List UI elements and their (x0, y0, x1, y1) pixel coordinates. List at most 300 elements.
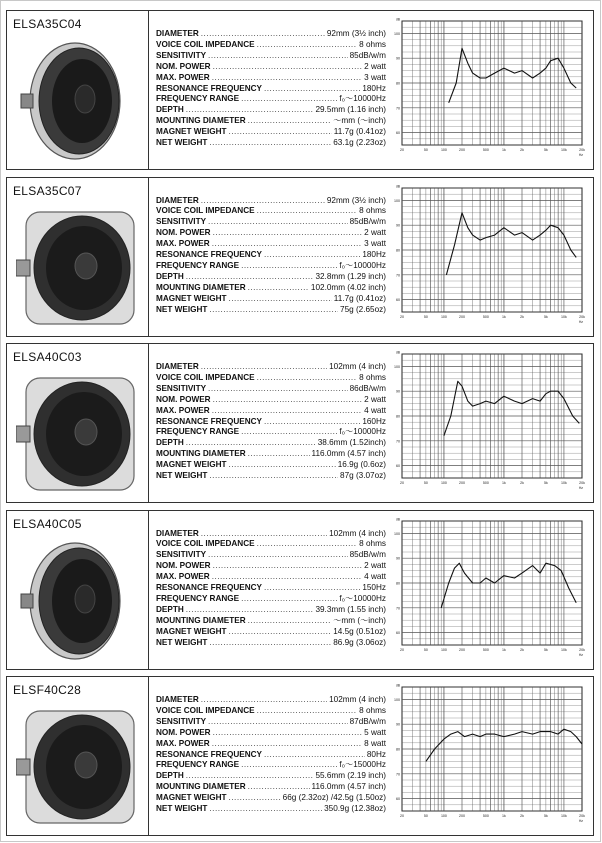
y-tick-label: 60 (396, 131, 400, 136)
dot-leader (241, 427, 337, 438)
spec-value: 8 ohms (359, 39, 386, 49)
spec-row-net-weight (156, 804, 386, 815)
spec-row-diameter (156, 29, 386, 40)
spec-row-sensitivity (156, 217, 386, 228)
spec-value: 8 ohms (359, 539, 386, 549)
spec-label: FREQUENCY RANGE (156, 260, 240, 270)
spec-row-diameter (156, 196, 386, 207)
x-tick-label: 10k (561, 814, 567, 818)
spec-label: SENSITIVITY (156, 50, 207, 60)
spec-label: NOM. POWER (156, 394, 211, 404)
y-tick-label: 60 (396, 464, 400, 469)
spec-row-freq-range (156, 261, 386, 272)
y-tick-label: 80 (396, 414, 400, 419)
spec-list (156, 529, 386, 649)
dot-leader (209, 471, 338, 482)
y-tick-label: 90 (396, 389, 400, 394)
dot-leader (186, 272, 314, 283)
x-unit-label: Hz (578, 819, 583, 823)
spec-value: ～mm (～inch) (333, 615, 386, 625)
spec-label: NOM. POWER (156, 727, 211, 737)
dot-leader (212, 572, 362, 583)
y-tick-label: 70 (396, 605, 400, 610)
x-tick-label: 50 (423, 647, 428, 652)
spec-row-mounting (156, 283, 386, 294)
spec-value: 180Hz (362, 83, 386, 93)
x-tick-label: 50 (423, 481, 428, 485)
x-tick-label: 50 (423, 314, 428, 319)
spec-list (156, 196, 386, 316)
spec-value: 75g (2.65oz) (340, 304, 386, 314)
dot-leader (229, 460, 336, 471)
y-unit-label: dB (395, 350, 400, 355)
dot-leader (201, 529, 327, 540)
x-tick-label: 200 (459, 814, 465, 818)
spec-label: MAX. POWER (156, 738, 210, 748)
dot-leader (257, 539, 358, 550)
x-tick-label: 500 (482, 647, 489, 652)
model-number: ELSA40C03 (13, 350, 82, 364)
dot-leader (208, 217, 348, 228)
spec-value: f₀～10000Hz (339, 593, 386, 603)
spec-label: NOM. POWER (156, 228, 211, 238)
x-unit-label: Hz (578, 153, 583, 157)
y-tick-label: 90 (396, 223, 400, 228)
dot-leader (257, 373, 358, 384)
x-tick-label: 500 (482, 481, 489, 485)
dot-leader (212, 239, 362, 250)
spec-row-mounting (156, 782, 386, 793)
x-tick-label: 2k (520, 481, 524, 485)
dot-leader (213, 561, 363, 572)
product-card (6, 177, 594, 337)
dot-leader (213, 228, 363, 239)
spec-value: f₀～10000Hz (339, 260, 386, 270)
spec-value: 8 ohms (359, 372, 386, 382)
spec-value: 102mm (4 inch) (329, 528, 386, 538)
y-tick-label: 80 (396, 747, 400, 752)
spec-label: NOM. POWER (156, 61, 211, 71)
x-tick-label: 200 (459, 314, 465, 319)
square-frame-speaker-driver (16, 372, 140, 496)
y-tick-label: 80 (396, 248, 400, 252)
x-tick-label: 100 (440, 314, 447, 319)
dot-leader (186, 438, 316, 449)
spec-value: 11.7g (0.41oz) (333, 293, 386, 303)
spec-row-magnet (156, 460, 386, 471)
x-tick-label: 100 (440, 814, 447, 818)
dot-leader (201, 196, 325, 207)
spec-value: f₀～10000Hz (339, 427, 386, 437)
spec-value: 39.3mm (1.55 inch) (315, 604, 386, 614)
spec-label: NET WEIGHT (156, 471, 208, 481)
x-tick-label: 20k (579, 814, 585, 818)
spec-row-max-power (156, 73, 386, 84)
spec-label: MAX. POWER (156, 239, 210, 249)
spec-value: 2 watt (364, 561, 386, 571)
spec-row-freq-range (156, 760, 386, 771)
speaker-photo (9, 368, 147, 500)
spec-value: 32.8mm (1.29 inch) (315, 271, 386, 281)
spec-value: 63.1g (2.23oz) (333, 138, 386, 148)
dot-leader (264, 750, 365, 761)
spec-row-depth (156, 771, 386, 782)
spec-label: FREQUENCY RANGE (156, 593, 240, 603)
x-tick-label: 100 (440, 647, 447, 652)
x-tick-label: 1k (502, 647, 506, 652)
x-tick-label: 1k (502, 314, 506, 319)
spec-label: RESONANCE FREQUENCY (156, 250, 262, 260)
spec-row-net-weight (156, 138, 386, 149)
spec-value: 102.0mm (4.02 inch) (310, 282, 386, 292)
spec-row-max-power (156, 406, 386, 417)
dot-leader (248, 616, 332, 627)
column-divider (148, 11, 149, 169)
spec-row-depth (156, 605, 386, 616)
x-unit-label: Hz (578, 652, 583, 657)
spec-label: VOICE COIL IMPEDANCE (156, 206, 255, 216)
spec-row-sensitivity (156, 717, 386, 728)
frequency-response-graph (390, 517, 592, 663)
spec-label: RESONANCE FREQUENCY (156, 583, 262, 593)
y-tick-label: 80 (396, 581, 400, 585)
y-unit-label: dB (395, 683, 400, 688)
dot-leader (248, 283, 309, 294)
model-number: ELSF40C28 (13, 683, 82, 697)
spec-label: MAGNET WEIGHT (156, 793, 227, 803)
spec-value: 4 watt (364, 572, 386, 582)
dot-leader (213, 728, 363, 739)
spec-value: ～mm (～inch) (333, 116, 386, 126)
x-tick-label: 20 (400, 481, 404, 485)
spec-label: DEPTH (156, 438, 184, 448)
spec-label: FREQUENCY RANGE (156, 760, 240, 770)
speaker-photo (9, 202, 147, 334)
y-unit-label: dB (395, 184, 400, 188)
x-tick-label: 2k (520, 814, 524, 818)
spec-value: 8 ohms (359, 705, 386, 715)
spec-label: DEPTH (156, 271, 184, 281)
spec-label: MOUNTING DIAMETER (156, 116, 246, 126)
x-tick-label: 500 (482, 814, 489, 818)
spec-list (156, 29, 386, 149)
frequency-response-graph (390, 350, 592, 496)
dot-leader (208, 550, 348, 561)
y-tick-label: 90 (396, 556, 400, 561)
dot-leader (257, 206, 358, 217)
spec-value: 92mm (3½ inch) (326, 195, 386, 205)
spec-row-magnet (156, 294, 386, 305)
response-chart (390, 17, 592, 163)
dot-leader (248, 782, 310, 793)
x-tick-label: 5k (543, 481, 548, 485)
column-divider (148, 511, 149, 669)
spec-value: 85dB/w/m (349, 550, 386, 560)
spec-value: 16.9g (0.6oz) (337, 460, 386, 470)
spec-row-nom-power (156, 62, 386, 73)
spec-value: 160Hz (362, 416, 386, 426)
spec-row-depth (156, 105, 386, 116)
spec-label: MAX. POWER (156, 572, 210, 582)
spec-value: 55.6mm (2.19 inch) (315, 771, 386, 781)
spec-label: SENSITIVITY (156, 383, 207, 393)
spec-value: 66g (2.32oz) /42.5g (1.50oz) (282, 793, 386, 803)
spec-value: 350.9g (12.38oz) (324, 804, 386, 814)
spec-value: f₀～15000Hz (339, 760, 386, 770)
spec-label: SENSITIVITY (156, 716, 207, 726)
round-speaker-driver (19, 39, 137, 163)
x-tick-label: 10k (561, 481, 567, 485)
spec-row-resonance (156, 750, 386, 761)
spec-row-mounting (156, 449, 386, 460)
spec-label: FREQUENCY RANGE (156, 427, 240, 437)
spec-label: MAGNET WEIGHT (156, 293, 227, 303)
product-card (6, 343, 594, 503)
spec-value: 86dB/w/m (349, 383, 386, 393)
spec-label: NET WEIGHT (156, 304, 208, 314)
y-tick-label: 70 (396, 439, 400, 444)
y-tick-label: 90 (396, 56, 400, 61)
x-tick-label: 100 (440, 148, 447, 152)
x-tick-label: 20k (579, 314, 585, 319)
x-tick-label: 500 (482, 314, 489, 319)
dot-leader (241, 94, 337, 105)
spec-row-resonance (156, 250, 386, 261)
dot-leader (241, 760, 337, 771)
x-tick-label: 5k (543, 814, 548, 818)
spec-label: NOM. POWER (156, 561, 211, 571)
y-unit-label: dB (395, 517, 400, 521)
product-card (6, 10, 594, 170)
spec-row-diameter (156, 362, 386, 373)
y-tick-label: 100 (394, 364, 400, 369)
spec-label: VOICE COIL IMPEDANCE (156, 705, 255, 715)
spec-label: MOUNTING DIAMETER (156, 615, 246, 625)
spec-label: SENSITIVITY (156, 217, 207, 227)
dot-leader (213, 395, 363, 406)
spec-label: DEPTH (156, 105, 184, 115)
y-tick-label: 60 (396, 630, 400, 635)
spec-row-freq-range (156, 594, 386, 605)
y-tick-label: 60 (396, 297, 400, 302)
spec-row-net-weight (156, 638, 386, 649)
dot-leader (241, 594, 337, 605)
catalog-sheet (6, 10, 594, 836)
spec-label: DIAMETER (156, 528, 199, 538)
spec-row-nom-power (156, 561, 386, 572)
round-speaker-driver (19, 539, 137, 663)
dot-leader (264, 84, 360, 95)
spec-value: 116.0mm (4.57 inch) (311, 782, 386, 792)
spec-label: DEPTH (156, 771, 184, 781)
spec-value: 92mm (3½ inch) (326, 29, 386, 38)
spec-value: 80Hz (366, 749, 386, 759)
spec-value: 150Hz (362, 583, 386, 593)
spec-label: VOICE COIL IMPEDANCE (156, 372, 255, 382)
spec-row-freq-range (156, 94, 386, 105)
spec-label: SENSITIVITY (156, 550, 207, 560)
dot-leader (209, 804, 322, 815)
x-tick-label: 20 (400, 148, 404, 152)
x-tick-label: 10k (561, 148, 567, 152)
y-unit-label: dB (395, 17, 400, 22)
x-tick-label: 20 (400, 314, 404, 319)
spec-row-nom-power (156, 228, 386, 239)
dot-leader (212, 406, 362, 417)
frequency-response-graph (390, 184, 592, 330)
spec-row-max-power (156, 572, 386, 583)
spec-row-impedance (156, 539, 386, 550)
spec-row-nom-power (156, 395, 386, 406)
spec-value: 102mm (4 inch) (329, 362, 386, 371)
dot-leader (229, 294, 332, 305)
spec-row-impedance (156, 373, 386, 384)
spec-row-impedance (156, 706, 386, 717)
spec-value: 14.5g (0.51oz) (333, 626, 386, 636)
x-tick-label: 2k (520, 647, 524, 652)
spec-row-mounting (156, 116, 386, 127)
spec-label: MAX. POWER (156, 72, 210, 82)
dot-leader (229, 627, 332, 638)
spec-label: MAX. POWER (156, 405, 210, 415)
dot-leader (264, 250, 360, 261)
speaker-photo (9, 701, 147, 833)
dot-leader (209, 638, 331, 649)
spec-value: 2 watt (364, 394, 386, 404)
spec-value: 87g (3.07oz) (340, 471, 386, 481)
x-tick-label: 1k (502, 481, 506, 485)
x-unit-label: Hz (578, 486, 583, 490)
spec-value: 102mm (4 inch) (329, 695, 386, 704)
spec-row-nom-power (156, 728, 386, 739)
spec-value: 29.5mm (1.16 inch) (315, 105, 386, 115)
y-tick-label: 60 (396, 797, 400, 802)
spec-row-resonance (156, 84, 386, 95)
spec-value: 85dB/w/m (349, 217, 386, 227)
y-tick-label: 100 (394, 531, 400, 536)
spec-label: DIAMETER (156, 29, 199, 38)
spec-row-sensitivity (156, 51, 386, 62)
spec-value: f₀～10000Hz (339, 94, 386, 104)
dot-leader (241, 261, 337, 272)
dot-leader (208, 717, 348, 728)
response-chart (390, 184, 592, 330)
dot-leader (186, 605, 314, 616)
spec-row-mounting (156, 616, 386, 627)
model-number: ELSA40C05 (13, 516, 82, 531)
spec-row-magnet (156, 793, 386, 804)
dot-leader (186, 105, 314, 116)
x-tick-label: 500 (482, 148, 489, 152)
square-frame-speaker-driver (16, 206, 140, 330)
dot-leader (201, 362, 327, 373)
y-tick-label: 70 (396, 772, 400, 777)
spec-value: 5 watt (364, 727, 386, 737)
x-tick-label: 20k (579, 647, 585, 652)
spec-value: 180Hz (362, 250, 386, 260)
x-tick-label: 1k (502, 148, 506, 152)
x-tick-label: 50 (423, 814, 428, 818)
model-number: ELSA35C04 (13, 17, 82, 31)
spec-label: NET WEIGHT (156, 804, 208, 814)
column-divider (148, 344, 149, 502)
spec-label: MOUNTING DIAMETER (156, 782, 246, 792)
y-tick-label: 70 (396, 106, 400, 111)
x-tick-label: 5k (543, 314, 548, 319)
column-divider (148, 677, 149, 835)
dot-leader (201, 695, 327, 706)
x-tick-label: 10k (561, 314, 567, 319)
dot-leader (264, 417, 360, 428)
dot-leader (212, 739, 362, 750)
spec-label: DIAMETER (156, 695, 199, 704)
spec-value: 2 watt (364, 61, 386, 71)
spec-value: 4 watt (364, 405, 386, 415)
x-tick-label: 200 (459, 148, 465, 152)
spec-label: VOICE COIL IMPEDANCE (156, 539, 255, 549)
spec-list (156, 362, 386, 482)
frequency-response-graph (390, 683, 592, 829)
spec-row-diameter (156, 529, 386, 540)
speaker-photo (9, 535, 147, 667)
frequency-response-graph (390, 17, 592, 163)
x-tick-label: 5k (543, 148, 548, 152)
x-unit-label: Hz (578, 319, 583, 324)
y-tick-label: 100 (394, 198, 400, 203)
speaker-photo (9, 35, 147, 167)
spec-value: 11.7g (0.41oz) (333, 127, 386, 137)
dot-leader (209, 305, 338, 316)
spec-row-impedance (156, 40, 386, 51)
dot-leader (201, 29, 325, 40)
x-tick-label: 2k (520, 314, 524, 319)
spec-value: 38.6mm (1.52inch) (317, 438, 386, 448)
response-chart (390, 517, 592, 663)
spec-label: RESONANCE FREQUENCY (156, 749, 262, 759)
x-tick-label: 200 (459, 647, 465, 652)
spec-label: DIAMETER (156, 195, 199, 205)
x-tick-label: 1k (502, 814, 506, 818)
spec-value: 87dB/w/m (349, 716, 386, 726)
spec-value: 3 watt (364, 72, 386, 82)
response-chart (390, 350, 592, 496)
spec-label: MOUNTING DIAMETER (156, 282, 246, 292)
x-tick-label: 20k (579, 481, 585, 485)
spec-label: MAGNET WEIGHT (156, 626, 227, 636)
spec-list (156, 695, 386, 815)
spec-label: RESONANCE FREQUENCY (156, 416, 262, 426)
dot-leader (229, 127, 332, 138)
dot-leader (248, 449, 310, 460)
spec-value: 3 watt (364, 239, 386, 249)
x-tick-label: 200 (459, 481, 465, 485)
dot-leader (208, 51, 348, 62)
response-chart (390, 683, 592, 829)
y-tick-label: 90 (396, 722, 400, 727)
spec-row-resonance (156, 583, 386, 594)
dot-leader (248, 116, 332, 127)
spec-label: MOUNTING DIAMETER (156, 449, 246, 459)
spec-label: NET WEIGHT (156, 637, 208, 647)
x-tick-label: 2k (520, 148, 524, 152)
spec-label: DIAMETER (156, 362, 199, 371)
dot-leader (257, 40, 358, 51)
spec-value: 2 watt (364, 228, 386, 238)
x-tick-label: 5k (543, 647, 548, 652)
spec-row-magnet (156, 127, 386, 138)
spec-value: 8 ohms (359, 206, 386, 216)
y-tick-label: 80 (396, 81, 400, 86)
